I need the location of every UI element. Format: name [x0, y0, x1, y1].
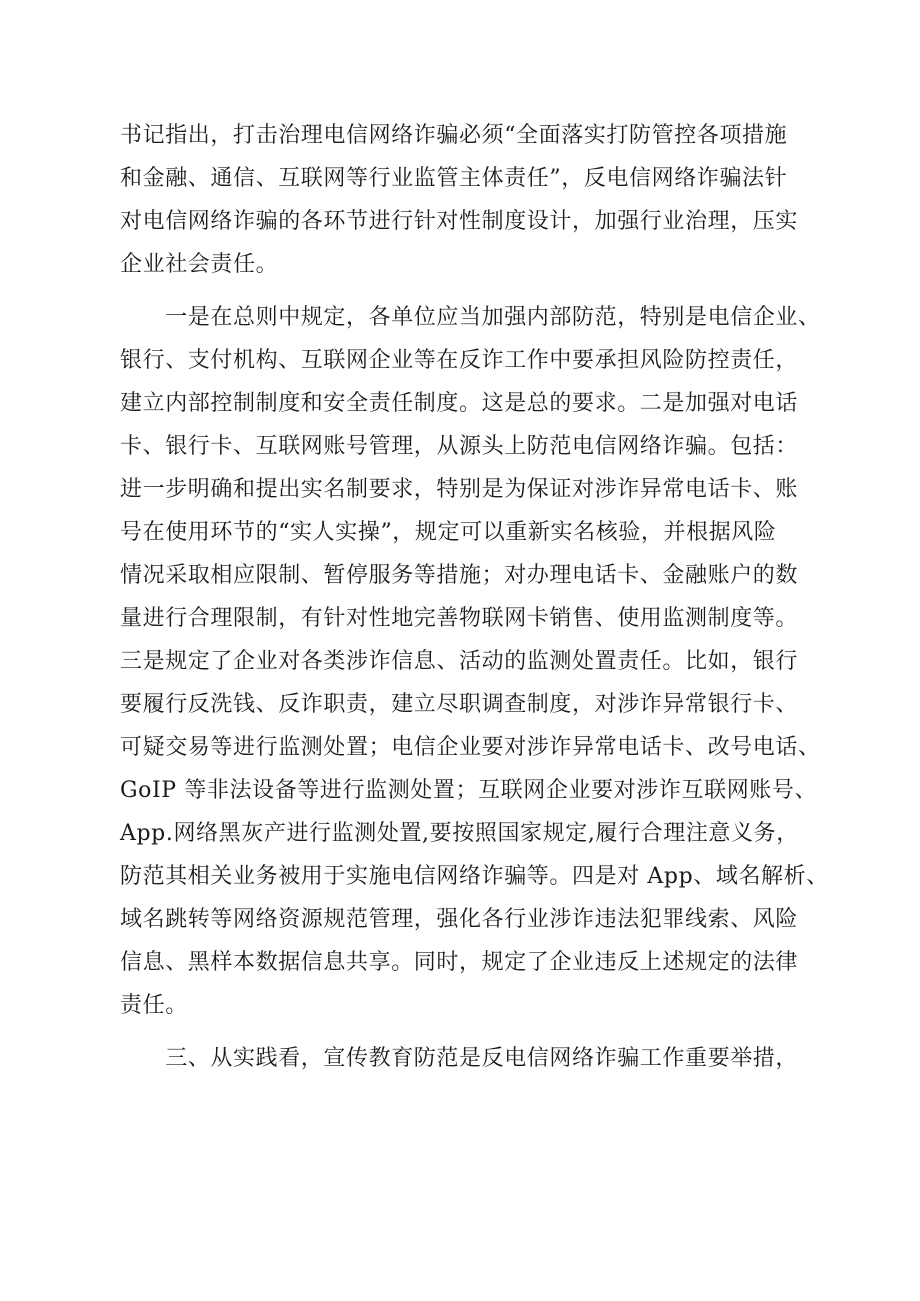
text-line: 信息、黑样本数据信息共享。同时，规定了企业违反上述规定的法律 — [120, 950, 799, 975]
text-line: 企业社会责任。 — [120, 252, 279, 277]
paragraph-3 — [120, 1037, 824, 1080]
text-line: 对电信网络诈骗的各环节进行针对性制度设计，加强行业治理，压实 — [120, 209, 799, 234]
text-line: 一是在总则中规定，各单位应当加强内部防范，特别是电信企业、 — [120, 305, 821, 330]
text-line: 进一步明确和提出实名制要求，特别是为保证对涉诈异常电话卡、账 — [120, 477, 799, 502]
document-body — [120, 114, 829, 1080]
text-line: 可疑交易等进行监测处置；电信企业要对涉诈异常电话卡、改号电话、 — [120, 735, 821, 760]
text-line: 域名跳转等网络资源规范管理，强化各行业涉诈违法犯罪线索、风险 — [120, 907, 799, 932]
paragraph-1 — [120, 114, 824, 286]
paragraph-2 — [120, 296, 829, 1027]
text-line: 要履行反洗钱、反诈职责，建立尽职调查制度，对涉诈异常银行卡、 — [120, 692, 799, 717]
text-line: 银行、支付机构、互联网企业等在反诈工作中要承担风险防控责任， — [120, 348, 799, 373]
text-line: 情况采取相应限制、暂停服务等措施；对办理电话卡、金融账户的数 — [120, 563, 799, 588]
paragraph-gap — [120, 1027, 824, 1037]
text-line: 三是规定了企业对各类涉诈信息、活动的监测处置责任。比如，银行 — [120, 649, 799, 674]
text-line: GoIP 等非法设备等进行监测处置；互联网企业要对涉诈互联网账号、 — [120, 778, 818, 803]
text-line: 卡、银行卡、互联网账号管理，从源头上防范电信网络诈骗。包括： — [120, 434, 799, 459]
text-line: 三、从实践看，宣传教育防范是反电信网络诈骗工作重要举措， — [120, 1046, 799, 1071]
text-line: 责任。 — [120, 993, 188, 1018]
text-line: 和金融、通信、互联网等行业监管主体责任”，反电信网络诈骗法针 — [120, 166, 788, 191]
paragraph-gap — [120, 286, 824, 296]
text-line: 建立内部控制制度和安全责任制度。这是总的要求。二是加强对电话 — [120, 391, 799, 416]
text-line: 号在使用环节的“实人实操”，规定可以重新实名核验，并根据风险 — [120, 520, 777, 545]
text-line: 书记指出，打击治理电信网络诈骗必须“全面落实打防管控各项措施 — [120, 123, 788, 148]
text-line: App.网络黑灰产进行监测处置,要按照国家规定,履行合理注意义务， — [120, 821, 799, 846]
text-line: 量进行合理限制，有针对性地完善物联网卡销售、使用监测制度等。 — [120, 606, 799, 631]
text-line: 防范其相关业务被用于实施电信网络诈骗等。四是对 App、域名解析、 — [120, 864, 829, 889]
